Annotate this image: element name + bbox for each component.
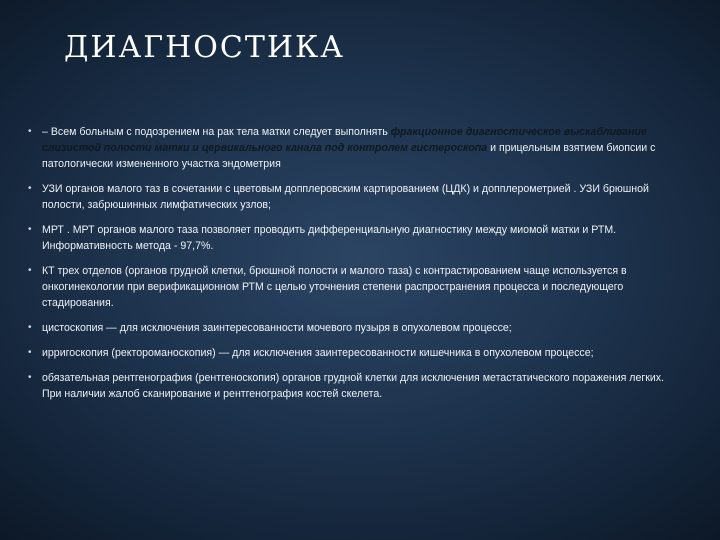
bullet-item xyxy=(26,222,676,254)
bullet-icon: • xyxy=(28,347,32,358)
bullet-emphasis-text: фракционное диагностическое выскабливание слизистой полости матки и цервикального канала под контролем гистероскопа xyxy=(42,126,647,154)
bullet-icon: • xyxy=(28,372,32,383)
bullet-item xyxy=(26,124,676,172)
bullet-text: ирригоскопия (ректороманоскопия) — для исключения заинтересованности кишечника в опухолевом процессе; xyxy=(42,347,594,359)
bullet-text: и прицельным взятием биопсии с патологически измененного участка эндометрия xyxy=(42,142,656,170)
bullet-icon: • xyxy=(28,265,32,276)
bullet-text: цистоскопия — для исключения заинтересованности мочевого пузыря в опухолевом процессе; xyxy=(42,322,512,334)
bullet-item xyxy=(26,181,676,213)
bullet-item xyxy=(26,370,676,402)
bullet-icon: • xyxy=(28,126,32,137)
bullet-item xyxy=(26,263,676,311)
bullet-item xyxy=(26,345,676,361)
bullet-icon: • xyxy=(28,224,32,235)
bullet-text: МРТ . МРТ органов малого таза позволяет проводить дифференциальную диагностику между миомой матки и РТМ. Информативность метода - 97,7%. xyxy=(42,224,617,252)
slide-title: ДИАГНОСТИКА xyxy=(64,30,345,65)
bullet-icon: • xyxy=(28,183,32,194)
bullet-icon: • xyxy=(28,322,32,333)
bullet-text: – Всем больным с подозрением на рак тела матки следует выполнять xyxy=(42,126,391,138)
bullet-text: УЗИ органов малого таз в сочетании с цветовым допплеровским картированием (ЦДК) и допплерометрией . УЗИ брюшной полости, забрюшинных лимфатических узлов; xyxy=(42,183,649,211)
bullet-item xyxy=(26,320,676,336)
bullet-list xyxy=(26,124,676,411)
bullet-text: обязательная рентгенография (рентгеноскопия) органов грудной клетки для исключения метастатического поражения легких. При наличии жалоб сканирование и рентгенография костей скелета. xyxy=(42,372,665,400)
bullet-text: КТ трех отделов (органов грудной клетки, брюшной полости и малого таза) с контрастированием чаще используется в онкогинекологии при верификационном РТМ с целью уточнения степени распространения процесса и последующего стадирования. xyxy=(42,265,627,309)
